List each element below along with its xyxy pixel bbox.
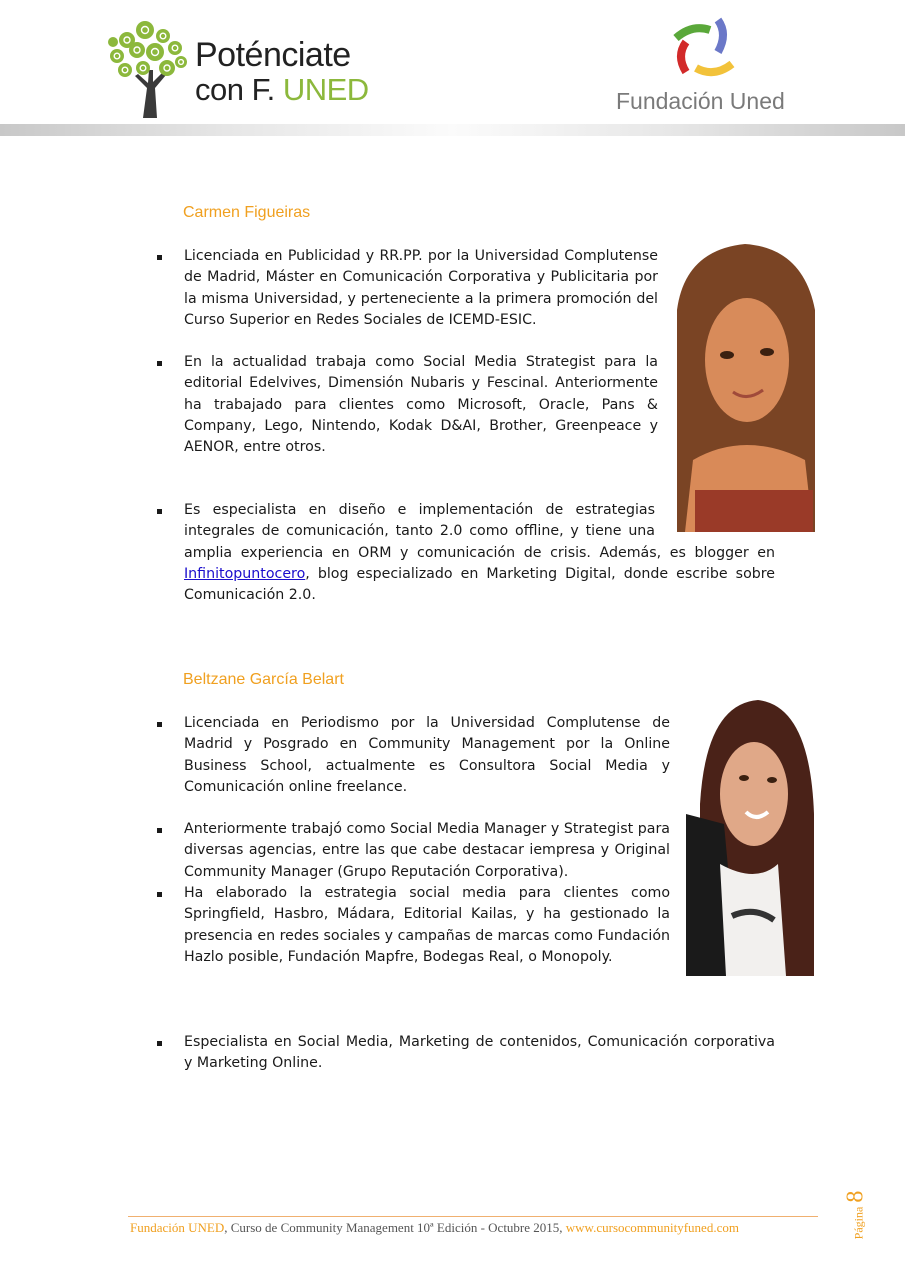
bio-item: En la actualidad trabaja como Social Media Strategist para la editorial Edelvives, Dimensión Nubaris y Fescinal. Anteriormente ha trabajado para clientes como Microsoft, Oracle, Pans & Company, Lego, Nintendo, Kodak D&AI, Brother, Greenpeace y AENOR, entre otros. <box>155 352 658 458</box>
footer-text <box>130 1220 739 1236</box>
bullet-square-icon <box>157 1041 162 1046</box>
photo-beltzane <box>686 694 817 976</box>
bio-list-beltzane-cont <box>155 1032 775 1075</box>
header-divider-bar <box>0 124 905 136</box>
tree-at-sign-icon <box>105 18 190 118</box>
bio-item: Anteriormente trabajó como Social Media Manager y Strategist para diversas agencias, entre las que cabe destacar iempresa y Original Community Manager (Grupo Reputación Corporativa). <box>155 819 670 883</box>
brand-line1: Poténciate <box>195 36 351 74</box>
person-name-beltzane: Beltzane García Belart <box>183 671 344 688</box>
portrait-image <box>686 694 817 976</box>
bio-list-beltzane <box>155 713 670 968</box>
brand-line2-prefix: con F. <box>195 72 283 107</box>
bio-item: Especialista en Social Media, Marketing de contenidos, Comunicación corporativa y Marketing Online. <box>155 1032 775 1075</box>
fundacion-uned-text: Fundación Uned <box>616 88 785 114</box>
page-number <box>836 1185 876 1245</box>
page-digit: 8 <box>842 1190 869 1203</box>
fundacion-uned-logo <box>612 16 802 116</box>
bullet-square-icon <box>157 255 162 260</box>
bullet-square-icon <box>157 361 162 366</box>
footer-divider <box>128 1216 818 1217</box>
bio-item-wrap <box>155 500 775 606</box>
footer-course: , Curso de Community Management 10ª Edición - Octubre 2015, <box>224 1220 566 1235</box>
person-name-carmen: Carmen Figueiras <box>183 204 311 221</box>
page-header <box>0 0 905 138</box>
bio-list-carmen <box>155 246 658 480</box>
photo-carmen <box>675 240 817 532</box>
infinitopuntocero-link[interactable]: Infinitopuntocero <box>184 565 306 582</box>
page-label: Página <box>851 1206 866 1240</box>
bullet-square-icon <box>157 828 162 833</box>
bio-item: Licenciada en Publicidad y RR.PP. por la Universidad Complutense de Madrid, Máster en Comunicación Corporativa y Publicitaria por la misma Universidad, y perteneciente a la primera promoción del Curso Superior en Redes Sociales de ICEMD-ESIC. <box>155 246 658 331</box>
bullet-square-icon <box>157 892 162 897</box>
portrait-image <box>675 240 817 532</box>
brand-wordmark <box>195 38 369 105</box>
bio-item: Ha elaborado la estrategia social media para clientes como Springfield, Hasbro, Mádara, Editorial Kailas, y ha gestionado la presencia en redes sociales y campañas de marcas como Fundación Hazlo posible, Fundación Mapfre, Bodegas Real, o Monopoly. <box>155 883 670 968</box>
brand-line2 <box>195 74 369 105</box>
brand-uned: UNED <box>282 72 369 107</box>
bullet-square-icon <box>157 509 162 514</box>
potenciate-logo <box>105 18 385 118</box>
bio-item: Licenciada en Periodismo por la Universidad Complutense de Madrid y Posgrado en Community Management por la Online Business School, actualmente es Consultora Social Media y Comunicación online freelance. <box>155 713 670 798</box>
footer-org: Fundación UNED <box>130 1220 225 1235</box>
footer-url-link[interactable]: www.cursocommunityfuned.com <box>565 1220 739 1235</box>
bio-item: Es especialista en diseño e implementación de estrategias integrales de comunicación, tanto 2.0 como offline, y tiene una amplia experiencia en ORM y comunicación de crisis. Además, es blogger en Infinitopuntocero, blog especializado en Marketing Digital, donde escribe sobre Comunicación 2.0. <box>155 500 775 606</box>
bullet-square-icon <box>157 722 162 727</box>
fundacion-uned-mark-icon <box>670 16 745 86</box>
